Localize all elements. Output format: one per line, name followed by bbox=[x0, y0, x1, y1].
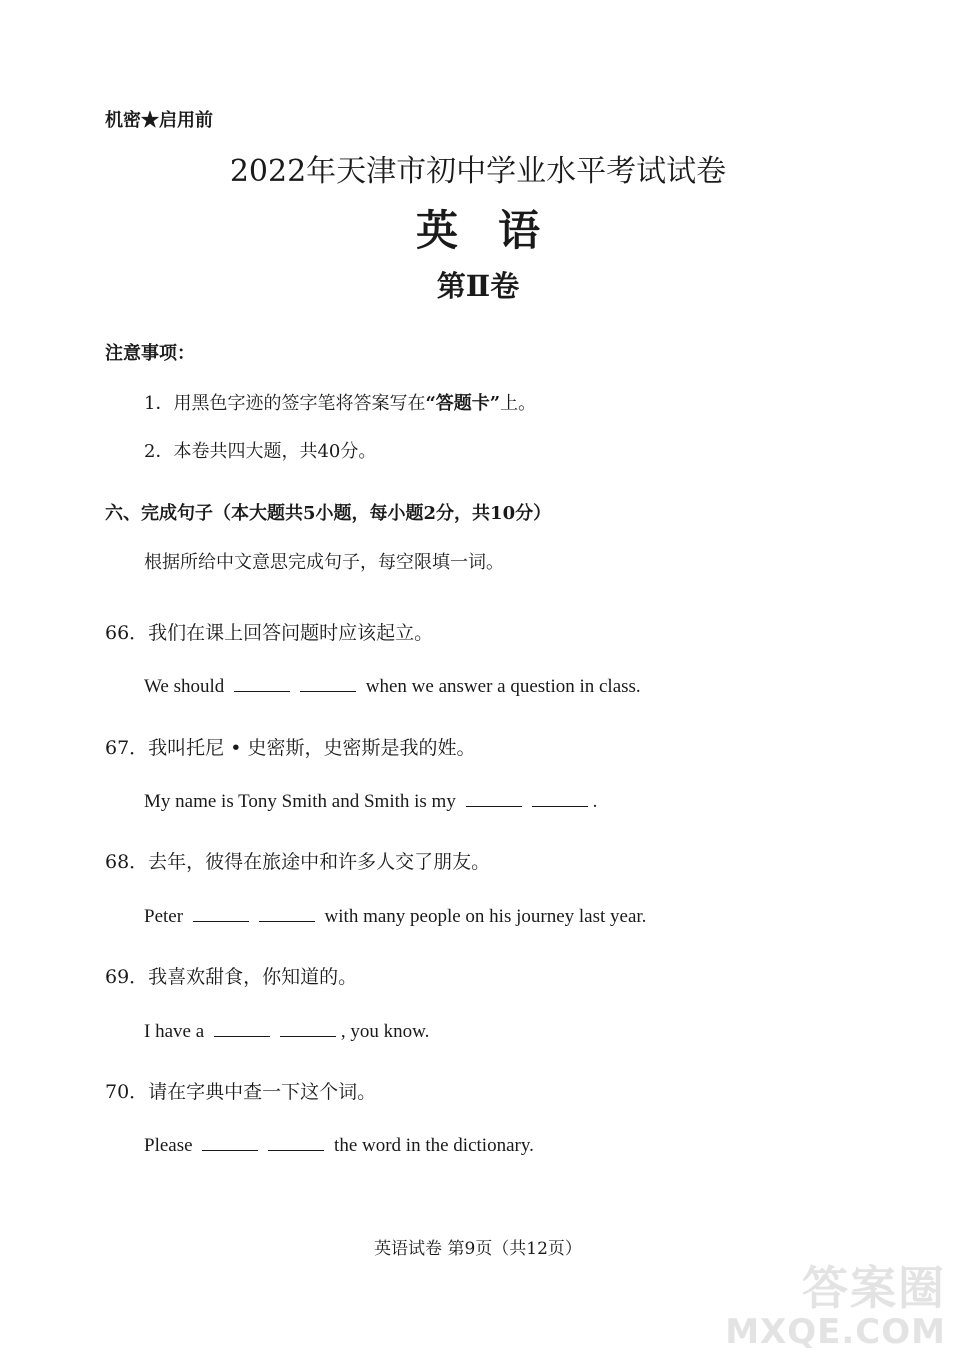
notice-item-2: 2．本卷共四大题，共40分。 bbox=[144, 441, 377, 462]
question-70-english bbox=[144, 1135, 534, 1157]
question-69-after: , you know. bbox=[340, 1021, 430, 1042]
answer-blank[interactable] bbox=[532, 805, 588, 807]
question-70-chinese: 70．请在字典中查一下这个词。 bbox=[105, 1081, 377, 1103]
question-70-after: the word in the dictionary. bbox=[334, 1135, 534, 1156]
question-68-english bbox=[144, 906, 646, 928]
question-68-chinese: 68．去年，彼得在旅途中和许多人交了朋友。 bbox=[105, 851, 491, 873]
notice-item-1 bbox=[144, 389, 536, 415]
question-67-chinese: 67．我叫托尼 • 史密斯，史密斯是我的姓。 bbox=[105, 737, 476, 759]
notice-item-1-suffix: 上。 bbox=[500, 393, 537, 414]
answer-blank[interactable] bbox=[214, 1035, 270, 1037]
question-68-after: with many people on his journey last year. bbox=[324, 906, 647, 927]
question-66-english bbox=[144, 676, 641, 698]
answer-blank[interactable] bbox=[259, 920, 315, 922]
answer-blank[interactable] bbox=[280, 1035, 336, 1037]
notice-item-1-prefix: 1．用黑色字迹的签字笔将答案写在 bbox=[144, 393, 426, 414]
answer-blank[interactable] bbox=[234, 690, 290, 692]
notice-title: 注意事项： bbox=[105, 343, 195, 364]
answer-blank[interactable] bbox=[202, 1149, 258, 1151]
watermark-chinese: 答案圈 bbox=[802, 1261, 946, 1315]
answer-blank[interactable] bbox=[268, 1149, 324, 1151]
answer-blank[interactable] bbox=[466, 805, 522, 807]
question-66-before: We should bbox=[144, 676, 225, 697]
question-66-after: when we answer a question in class. bbox=[365, 676, 641, 697]
question-68-before: Peter bbox=[144, 906, 184, 927]
question-67-after: . bbox=[592, 791, 598, 812]
volume-title: 第Ⅱ卷 bbox=[436, 269, 520, 303]
page-footer: 英语试卷 第9页（共12页） bbox=[374, 1239, 582, 1259]
section-instruction: 根据所给中文意思完成句子，每空限填一词。 bbox=[144, 552, 504, 573]
subject-title: 英语 bbox=[415, 206, 580, 255]
question-70-before: Please bbox=[144, 1135, 193, 1156]
exam-title: 2022年天津市初中学业水平考试试卷 bbox=[229, 154, 727, 189]
question-67-english bbox=[144, 791, 597, 813]
question-69-before: I have a bbox=[144, 1021, 205, 1042]
answer-blank[interactable] bbox=[193, 920, 249, 922]
question-67-before: My name is Tony Smith and Smith is my bbox=[144, 791, 456, 812]
watermark-url: MXQE.COM bbox=[725, 1312, 946, 1352]
question-69-english bbox=[144, 1021, 429, 1043]
confidential-label: 机密★启用前 bbox=[105, 110, 213, 131]
answer-card-emphasis: “答题卡” bbox=[425, 393, 501, 414]
section-title: 六、完成句子（本大题共5小题，每小题2分，共10分） bbox=[105, 503, 552, 524]
question-69-chinese: 69．我喜欢甜食，你知道的。 bbox=[105, 966, 358, 988]
answer-blank[interactable] bbox=[300, 690, 356, 692]
question-66-chinese: 66．我们在课上回答问题时应该起立。 bbox=[105, 622, 434, 644]
watermark bbox=[725, 1252, 946, 1352]
